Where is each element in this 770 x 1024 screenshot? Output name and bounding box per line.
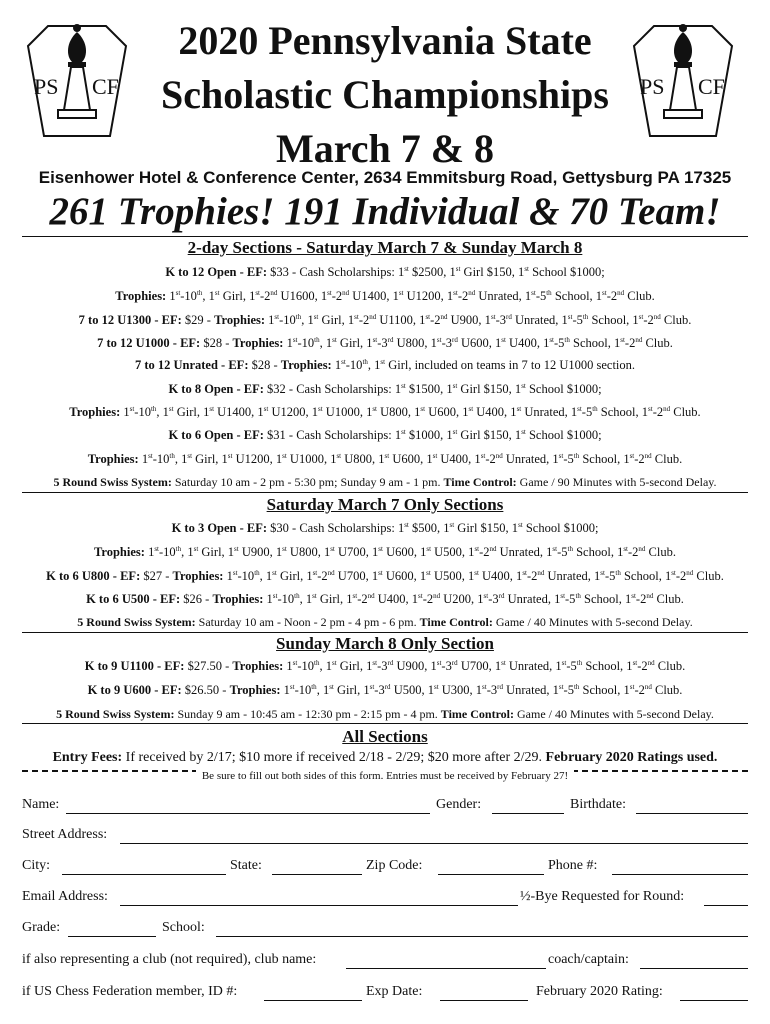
club-field[interactable] [346,968,546,969]
bye-field[interactable] [704,905,748,906]
entry-fees: Entry Fees: If received by 2/17; $10 more if received 2/18 - 2/29; $20 more after 2/29. February 2020 Ratings used. [52,750,718,765]
two-day-line: 7 to 12 Unrated - EF: $28 - Trophies: 1st-10th, 1st Girl, included on teams in 7 to 12 U1000 section. [134,358,636,373]
email-field[interactable] [120,905,518,906]
two-day-line: Trophies: 1st-10th, 1st Girl, 1st-2nd U1600, 1st-2nd U1400, 1st U1200, 1st-2nd Unrated, 1st-5th School, 1st-2nd Club. [115,289,655,304]
coach-field[interactable] [640,968,748,969]
email-label: Email Address: [22,889,108,904]
trophies-headline: 261 Trophies! 191 Individual & 70 Team! [49,190,721,233]
venue-address: Eisenhower Hotel & Conference Center, 2634 Emmitsburg Road, Gettysburg PA 17325 [38,168,732,187]
birthdate-label: Birthdate: [570,797,626,812]
deadline-note [0,770,770,782]
two-day-line: 7 to 12 U1000 - EF: $28 - Trophies: 1st-10th, 1st Girl, 1st-3rd U800, 1st-3rd U600, 1st U400, 1st-5th School, 1st-2nd Club. [97,336,673,351]
school-field[interactable] [216,936,748,937]
state-field[interactable] [272,874,362,875]
all-sections-heading: All Sections [342,727,428,746]
street-label: Street Address: [22,827,108,842]
pscf-logo-left [18,18,136,138]
gender-label: Gender: [436,797,482,812]
saturday-line: Trophies: 1st-10th, 1st Girl, 1st U900, 1st U800, 1st U700, 1st U600, 1st U500, 1st-2nd Unrated, 1st-5th School, 1st-2nd Club. [94,545,676,560]
coach-label: coach/captain: [548,952,629,967]
rating-field[interactable] [680,1000,748,1001]
saturday-line: K to 6 U500 - EF: $26 - Trophies: 1st-10th, 1st Girl, 1st-2nd U400, 1st-2nd U200, 1st-3rd Unrated, 1st-5th School, 1st-2nd Club. [86,592,684,607]
sunday-line: K to 9 U600 - EF: $26.50 - Trophies: 1st-10th, 1st Girl, 1st-3rd U500, 1st U300, 1st-3rd Unrated, 1st-5th School, 1st-2nd Club. [87,683,683,698]
two-day-line: Trophies: 1st-10th, 1st Girl, 1st U1200, 1st U1000, 1st U800, 1st U600, 1st U400, 1st-2nd Unrated, 1st-5th School, 1st-2nd Club. [87,452,683,467]
uscf-id-label: if US Chess Federation member, ID #: [22,984,238,999]
two-day-heading: 2-day Sections - Saturday March 7 & Sunday March 8 [187,238,583,257]
name-label: Name: [22,797,60,812]
logo-left-ps: PS [34,74,59,99]
saturday-line: K to 6 U800 - EF: $27 - Trophies: 1st-10th, 1st Girl, 1st-2nd U700, 1st U600, 1st U500, 1st U400, 1st-2nd Unrated, 1st-5th School, 1st-2nd Club. [46,569,724,584]
logo-left-cf: CF [92,74,119,99]
club-label: if also representing a club (not required), club name: [22,952,317,967]
birthdate-field[interactable] [636,813,748,814]
uscf-id-field[interactable] [264,1000,362,1001]
two-day-line: K to 6 Open - EF: $31 - Cash Scholarships: 1st $1000, 1st Girl $150, 1st School $1000; [168,428,602,443]
deadline-note-text: Be sure to fill out both sides of this form. Entries must be received by February 27! [196,770,574,782]
phone-label: Phone #: [548,858,598,873]
grade-label: Grade: [22,920,61,935]
school-label: School: [162,920,205,935]
title-line-2: Scholastic Championships [161,72,609,117]
zip-field[interactable] [438,874,544,875]
city-label: City: [22,858,51,873]
zip-label: Zip Code: [366,858,423,873]
state-label: State: [230,858,262,873]
bye-label: ½-Bye Requested for Round: [520,889,685,904]
divider [22,236,748,237]
logo-right-cf: CF [698,74,725,99]
phone-field[interactable] [612,874,748,875]
city-field[interactable] [62,874,226,875]
title-line-3: March 7 & 8 [275,126,495,171]
grade-field[interactable] [68,936,156,937]
title-line-1: 2020 Pennsylvania State [178,18,592,63]
sunday-heading: Sunday March 8 Only Section [276,634,494,653]
saturday-heading: Saturday March 7 Only Sections [266,495,504,514]
divider [22,492,748,493]
divider [22,723,748,724]
two-day-line: 7 to 12 U1300 - EF: $29 - Trophies: 1st-10th, 1st Girl, 1st-2nd U1100, 1st-2nd U900, 1st-3rd Unrated, 1st-5th School, 1st-2nd Club. [78,313,692,328]
two-day-line: K to 8 Open - EF: $32 - Cash Scholarships: 1st $1500, 1st Girl $150, 1st School $1000; [168,382,602,397]
saturday-line: K to 3 Open - EF: $30 - Cash Scholarships: 1st $500, 1st Girl $150, 1st School $1000; [171,521,599,536]
two-day-schedule: 5 Round Swiss System: Saturday 10 am - 2 pm - 5:30 pm; Sunday 9 am - 1 pm. Time Control: Game / 90 Minutes with 5-second Delay. [53,475,717,489]
street-field[interactable] [120,843,748,844]
sunday-line: K to 9 U1100 - EF: $27.50 - Trophies: 1st-10th, 1st Girl, 1st-3rd U900, 1st-3rd U700, 1st Unrated, 1st-5th School, 1st-2nd Club. [84,659,686,674]
name-field[interactable] [66,813,430,814]
two-day-line: K to 12 Open - EF: $33 - Cash Scholarships: 1st $2500, 1st Girl $150, 1st School $1000; [165,265,605,280]
exp-date-field[interactable] [440,1000,528,1001]
exp-date-label: Exp Date: [366,984,423,999]
rating-label: February 2020 Rating: [536,984,663,999]
sunday-schedule: 5 Round Swiss System: Sunday 9 am - 10:45 am - 12:30 pm - 2:15 pm - 4 pm. Time Control: Game / 40 Minutes with 5-second Delay. [56,707,714,721]
gender-field[interactable] [492,813,564,814]
logo-right-ps: PS [640,74,665,99]
two-day-line: Trophies: 1st-10th, 1st Girl, 1st U1400, 1st U1200, 1st U1000, 1st U800, 1st U600, 1st U400, 1st Unrated, 1st-5th School, 1st-2nd Club. [69,405,701,420]
saturday-schedule: 5 Round Swiss System: Saturday 10 am - Noon - 2 pm - 4 pm - 6 pm. Time Control: Game / 40 Minutes with 5-second Delay. [77,615,693,629]
divider [22,632,748,633]
